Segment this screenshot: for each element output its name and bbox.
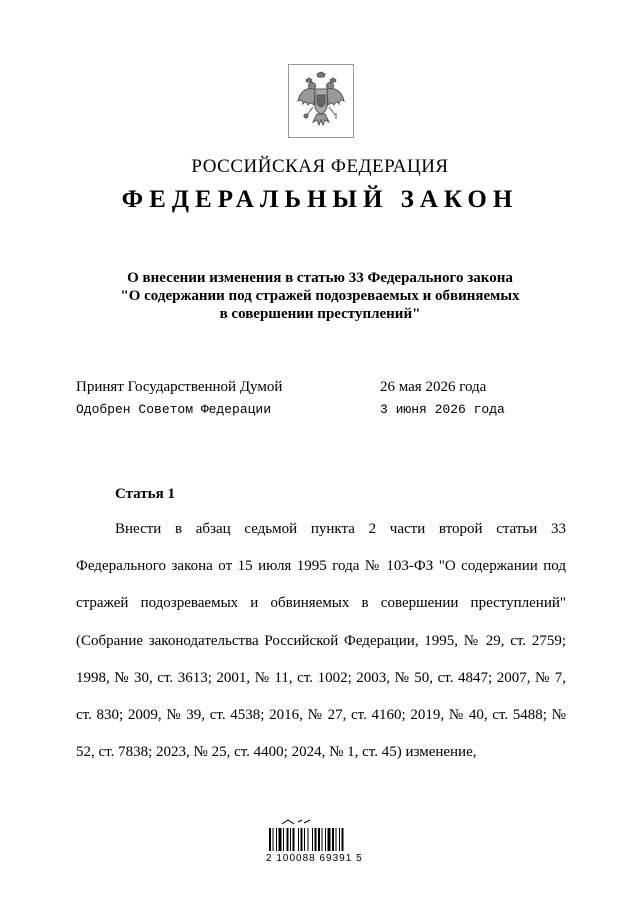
barcode-bar: [318, 828, 320, 851]
country-name: РОССИЙСКАЯ ФЕДЕРАЦИЯ: [191, 156, 449, 177]
barcode-bar: [315, 828, 317, 851]
council-approval-label: Одобрен Советом Федерации: [76, 402, 272, 417]
barcode-bar: [283, 828, 284, 851]
duma-adoption-date: 26 мая 2026 года: [380, 379, 487, 395]
double-headed-eagle-icon: [295, 71, 347, 131]
barcode-bar: [304, 828, 305, 851]
barcode-bar: [269, 828, 271, 851]
law-title-line: в совершении преступлений": [219, 306, 421, 322]
article-paragraph: Внести в абзац седьмой пункта 2 части второй статьи 33 Федерального закона от 15 июля 1995 года № 103-ФЗ "О содержании под стражей подозреваемых и обвиняемых в совершении преступлений" (Собрание законодательства Российской Федерации, 1995, № 29, ст. 2759; 1998, № 30, ст. 3613; 2001, № 11, ст. 1002; 2003, № 50, ст. 4847; 2007, № 7, ст. 830; 2009, № 39, ст. 4538; 2016, № 27, ст. 4160; 2019, № 40, ст. 5488; № 52, ст. 7838; 2023, № 25, ст. 4400; 2024, № 1, ст. 45) изменение,: [76, 521, 566, 761]
barcode-bar: [293, 828, 295, 851]
law-title-line: О внесении изменения в статью 33 Федерального закона: [127, 270, 513, 286]
council-approval-date: 3 июня 2026 года: [380, 402, 505, 417]
barcode-bar: [273, 828, 274, 851]
barcode-bar: [322, 828, 323, 851]
barcode-bar: [332, 828, 334, 851]
barcode-bar: [287, 828, 289, 851]
law-title-line: "О содержании под стражей подозреваемых и обвиняемых: [120, 288, 520, 304]
barcode-bar: [342, 828, 344, 851]
article-heading: Статья 1: [115, 486, 175, 502]
barcode-bar: [328, 828, 331, 851]
article-body: [76, 511, 566, 771]
barcode-bar: [290, 828, 291, 851]
barcode-bar: [339, 828, 340, 851]
barcode-bar: [279, 828, 282, 851]
barcode-bar: [312, 828, 313, 851]
barcode-bar: [325, 828, 326, 851]
barcode-bar: [308, 828, 309, 851]
coat-of-arms-icon: [288, 64, 354, 138]
law-title: [80, 269, 560, 323]
document-type: ФЕДЕРАЛЬНЫЙ ЗАКОН: [121, 186, 519, 213]
duma-adoption-label: Принят Государственной Думой: [76, 379, 283, 395]
barcode-bar: [298, 828, 299, 851]
barcode-bar: [301, 828, 303, 851]
barcode-bar: [336, 828, 337, 851]
barcode-number: 2 100088 69391 5: [266, 853, 363, 864]
barcode-bar: [276, 828, 277, 851]
